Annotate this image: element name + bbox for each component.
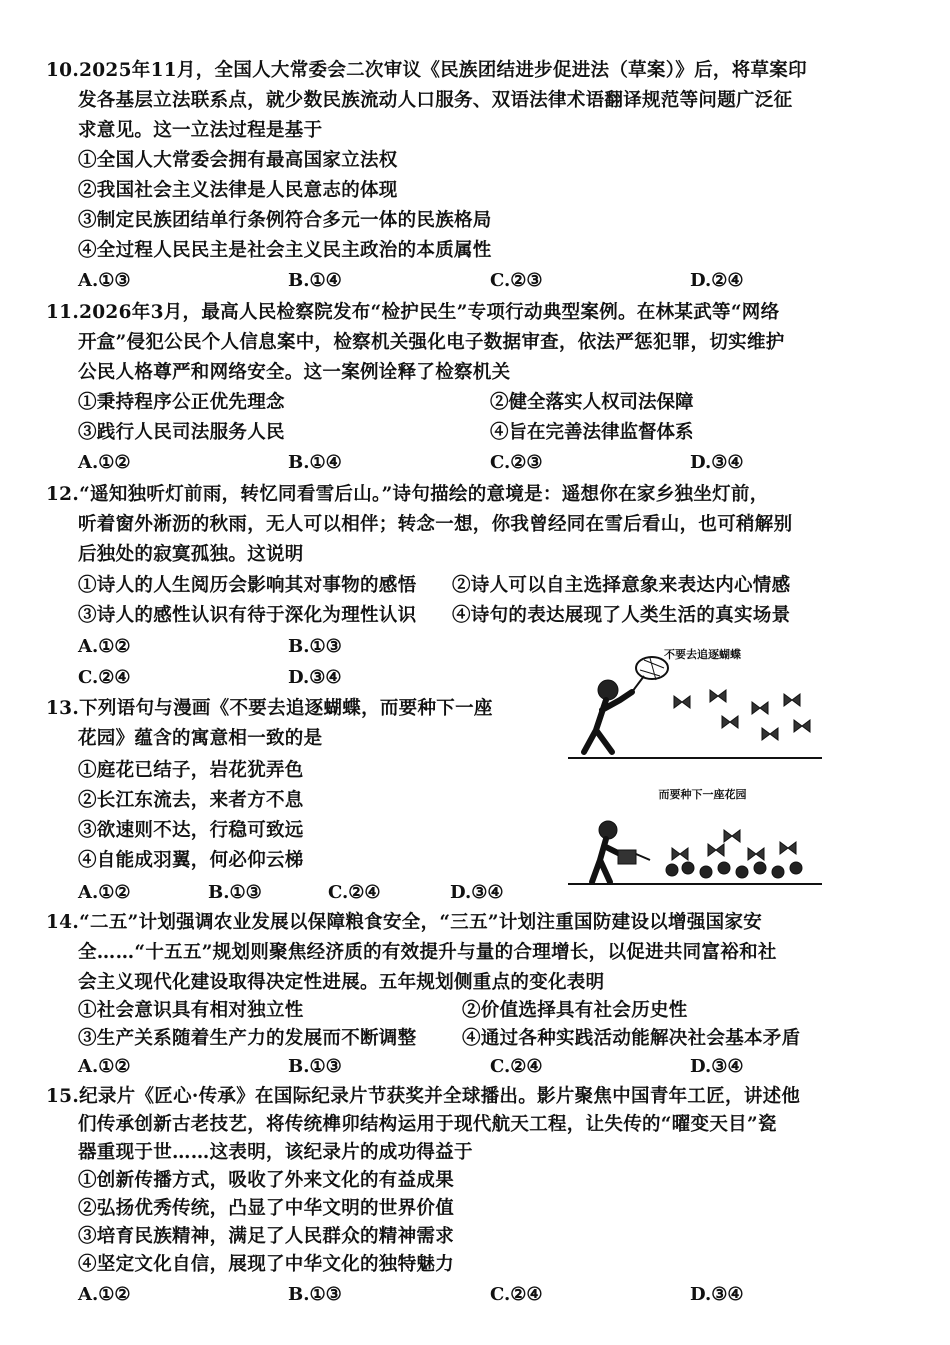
question-stem-line: 12.“遥知独听灯前雨，转忆同看雪后山。”诗句描绘的意境是：遥想你在家乡独坐灯前， [46,484,769,505]
statement-item: ④旨在完善法律监督体系 [490,422,694,443]
question-stem-line: 14.“二五”计划强调农业发展以保障粮食安全，“三五”计划注重国防建设以增强国家安 [46,912,763,933]
option-b[interactable]: B.①③ [288,1284,342,1305]
option-d[interactable]: D.③④ [690,1056,744,1077]
statement-item: ③欲速则不达，行稳可致远 [78,820,304,841]
question-stem-line: 公民人格尊严和网络安全。这一案例诠释了检察机关 [78,362,511,383]
statement-item: ②弘扬优秀传统，凸显了中华文明的世界价值 [78,1198,455,1219]
question-stem-line: 11.2026年3月，最高人民检察院发布“检护民生”专项行动典型案例。在林某武等“网络 [46,302,780,323]
option-b[interactable]: B.①④ [288,452,342,473]
question-stem-line: 发各基层立法联系点，就少数民族流动人口服务、双语法律术语翻译规范等问题广泛征 [78,90,793,111]
statement-item: ①秉持程序公正优先理念 [78,392,285,413]
option-c[interactable]: C.②③ [490,270,543,291]
option-a[interactable]: A.①② [78,882,131,903]
option-d[interactable]: D.③④ [690,1284,744,1305]
option-b[interactable]: B.①③ [208,882,262,903]
option-d[interactable]: D.②④ [690,270,744,291]
option-a[interactable]: A.①② [78,1056,131,1077]
statement-item: ③践行人民司法服务人民 [78,422,285,443]
statement-item: ③制定民族团结单行条例符合多元一体的民族格局 [78,210,492,231]
option-b[interactable]: B.①④ [288,270,342,291]
cartoon-illustration [560,640,845,890]
option-b[interactable]: B.①③ [288,1056,342,1077]
statement-item: ④坚定文化自信，展现了中华文化的独特魅力 [78,1254,455,1275]
statement-item: ②长江东流去，来者方不息 [78,790,304,811]
option-a[interactable]: A.①② [78,452,131,473]
option-b[interactable]: B.①③ [288,636,342,657]
question-stem-line: 10.2025年11月，全国人大常委会二次审议《民族团结进步促进法（草案）》后，将草案印 [46,60,807,81]
question-stem-line: 求意见。这一立法过程是基于 [78,120,323,141]
statement-item: ④诗句的表达展现了人类生活的真实场景 [452,605,791,626]
question-stem-line: 器重现于世……这表明，该纪录片的成功得益于 [78,1142,473,1163]
statement-item: ③培育民族精神，满足了人民群众的精神需求 [78,1226,455,1247]
option-d[interactable]: D.③④ [450,882,504,903]
gardening-figure [592,821,650,882]
option-d[interactable]: D.③④ [288,667,342,688]
statement-item: ①社会意识具有相对独立性 [78,1000,304,1021]
option-d[interactable]: D.③④ [690,452,744,473]
cartoon-bottom-caption: 而要种下一座花园 [658,788,747,801]
option-c[interactable]: C.②④ [490,1284,543,1305]
question-stem-line: 后独处的寂寞孤独。这说明 [78,544,304,565]
question-stem-line: 们传承创新古老技艺，将传统榫卯结构运用于现代航天工程，让失传的“曜变天目”瓷 [78,1114,777,1135]
cartoon-drawing [560,640,845,890]
question-stem-line: 15.纪录片《匠心·传承》在国际纪录片节获奖并全球播出。影片聚焦中国青年工匠，讲述他 [46,1086,801,1107]
question-stem-line: 13.下列语句与漫画《不要去追逐蝴蝶，而要种下一座 [46,698,493,719]
statement-item: ②健全落实人权司法保障 [490,392,694,413]
statement-item: ②我国社会主义法律是人民意志的体现 [78,180,398,201]
statement-item: ①全国人大常委会拥有最高国家立法权 [78,150,398,171]
option-c[interactable]: C.②④ [328,882,381,903]
statement-item: ②诗人可以自主选择意象来表达内心情感 [452,575,791,596]
statement-item: ③生产关系随着生产力的发展而不断调整 [78,1028,417,1049]
option-c[interactable]: C.②④ [490,1056,543,1077]
question-stem-line: 花园》蕴含的寓意相一致的是 [78,728,323,749]
statement-item: ②价值选择具有社会历史性 [462,1000,688,1021]
butterflies-flying [674,690,810,740]
cartoon-top-caption: 不要去追逐蝴蝶 [664,648,741,661]
statement-item: ④通过各种实践活动能解决社会基本矛盾 [462,1028,801,1049]
statement-item: ③诗人的感性认识有待于深化为理性认识 [78,605,417,626]
statement-item: ①诗人的人生阅历会影响其对事物的感悟 [78,575,417,596]
question-stem-line: 会主义现代化建设取得决定性进展。五年规划侧重点的变化表明 [78,972,605,993]
statement-item: ①创新传播方式，吸收了外来文化的有益成果 [78,1170,455,1191]
option-a[interactable]: A.①③ [78,270,131,291]
option-c[interactable]: C.②④ [78,667,131,688]
statement-item: ④全过程人民民主是社会主义民主政治的本质属性 [78,240,492,261]
butterflies-resting [672,830,796,860]
option-c[interactable]: C.②③ [490,452,543,473]
chasing-figure [584,657,668,752]
flower-garden [666,862,802,878]
question-stem-line: 开盒”侵犯公民个人信息案中，检察机关强化电子数据审查，依法严惩犯罪，切实维护 [78,332,785,353]
option-a[interactable]: A.①② [78,1284,131,1305]
question-stem-line: 听着窗外淅沥的秋雨，无人可以相伴；转念一想，你我曾经同在雪后看山，也可稍解别 [78,514,793,535]
statement-item: ④自能成羽翼，何必仰云梯 [78,850,304,871]
option-a[interactable]: A.①② [78,636,131,657]
question-stem-line: 全……“十五五”规划则聚焦经济质的有效提升与量的合理增长，以促进共同富裕和社 [78,942,777,963]
statement-item: ①庭花已结子，岩花犹弄色 [78,760,304,781]
